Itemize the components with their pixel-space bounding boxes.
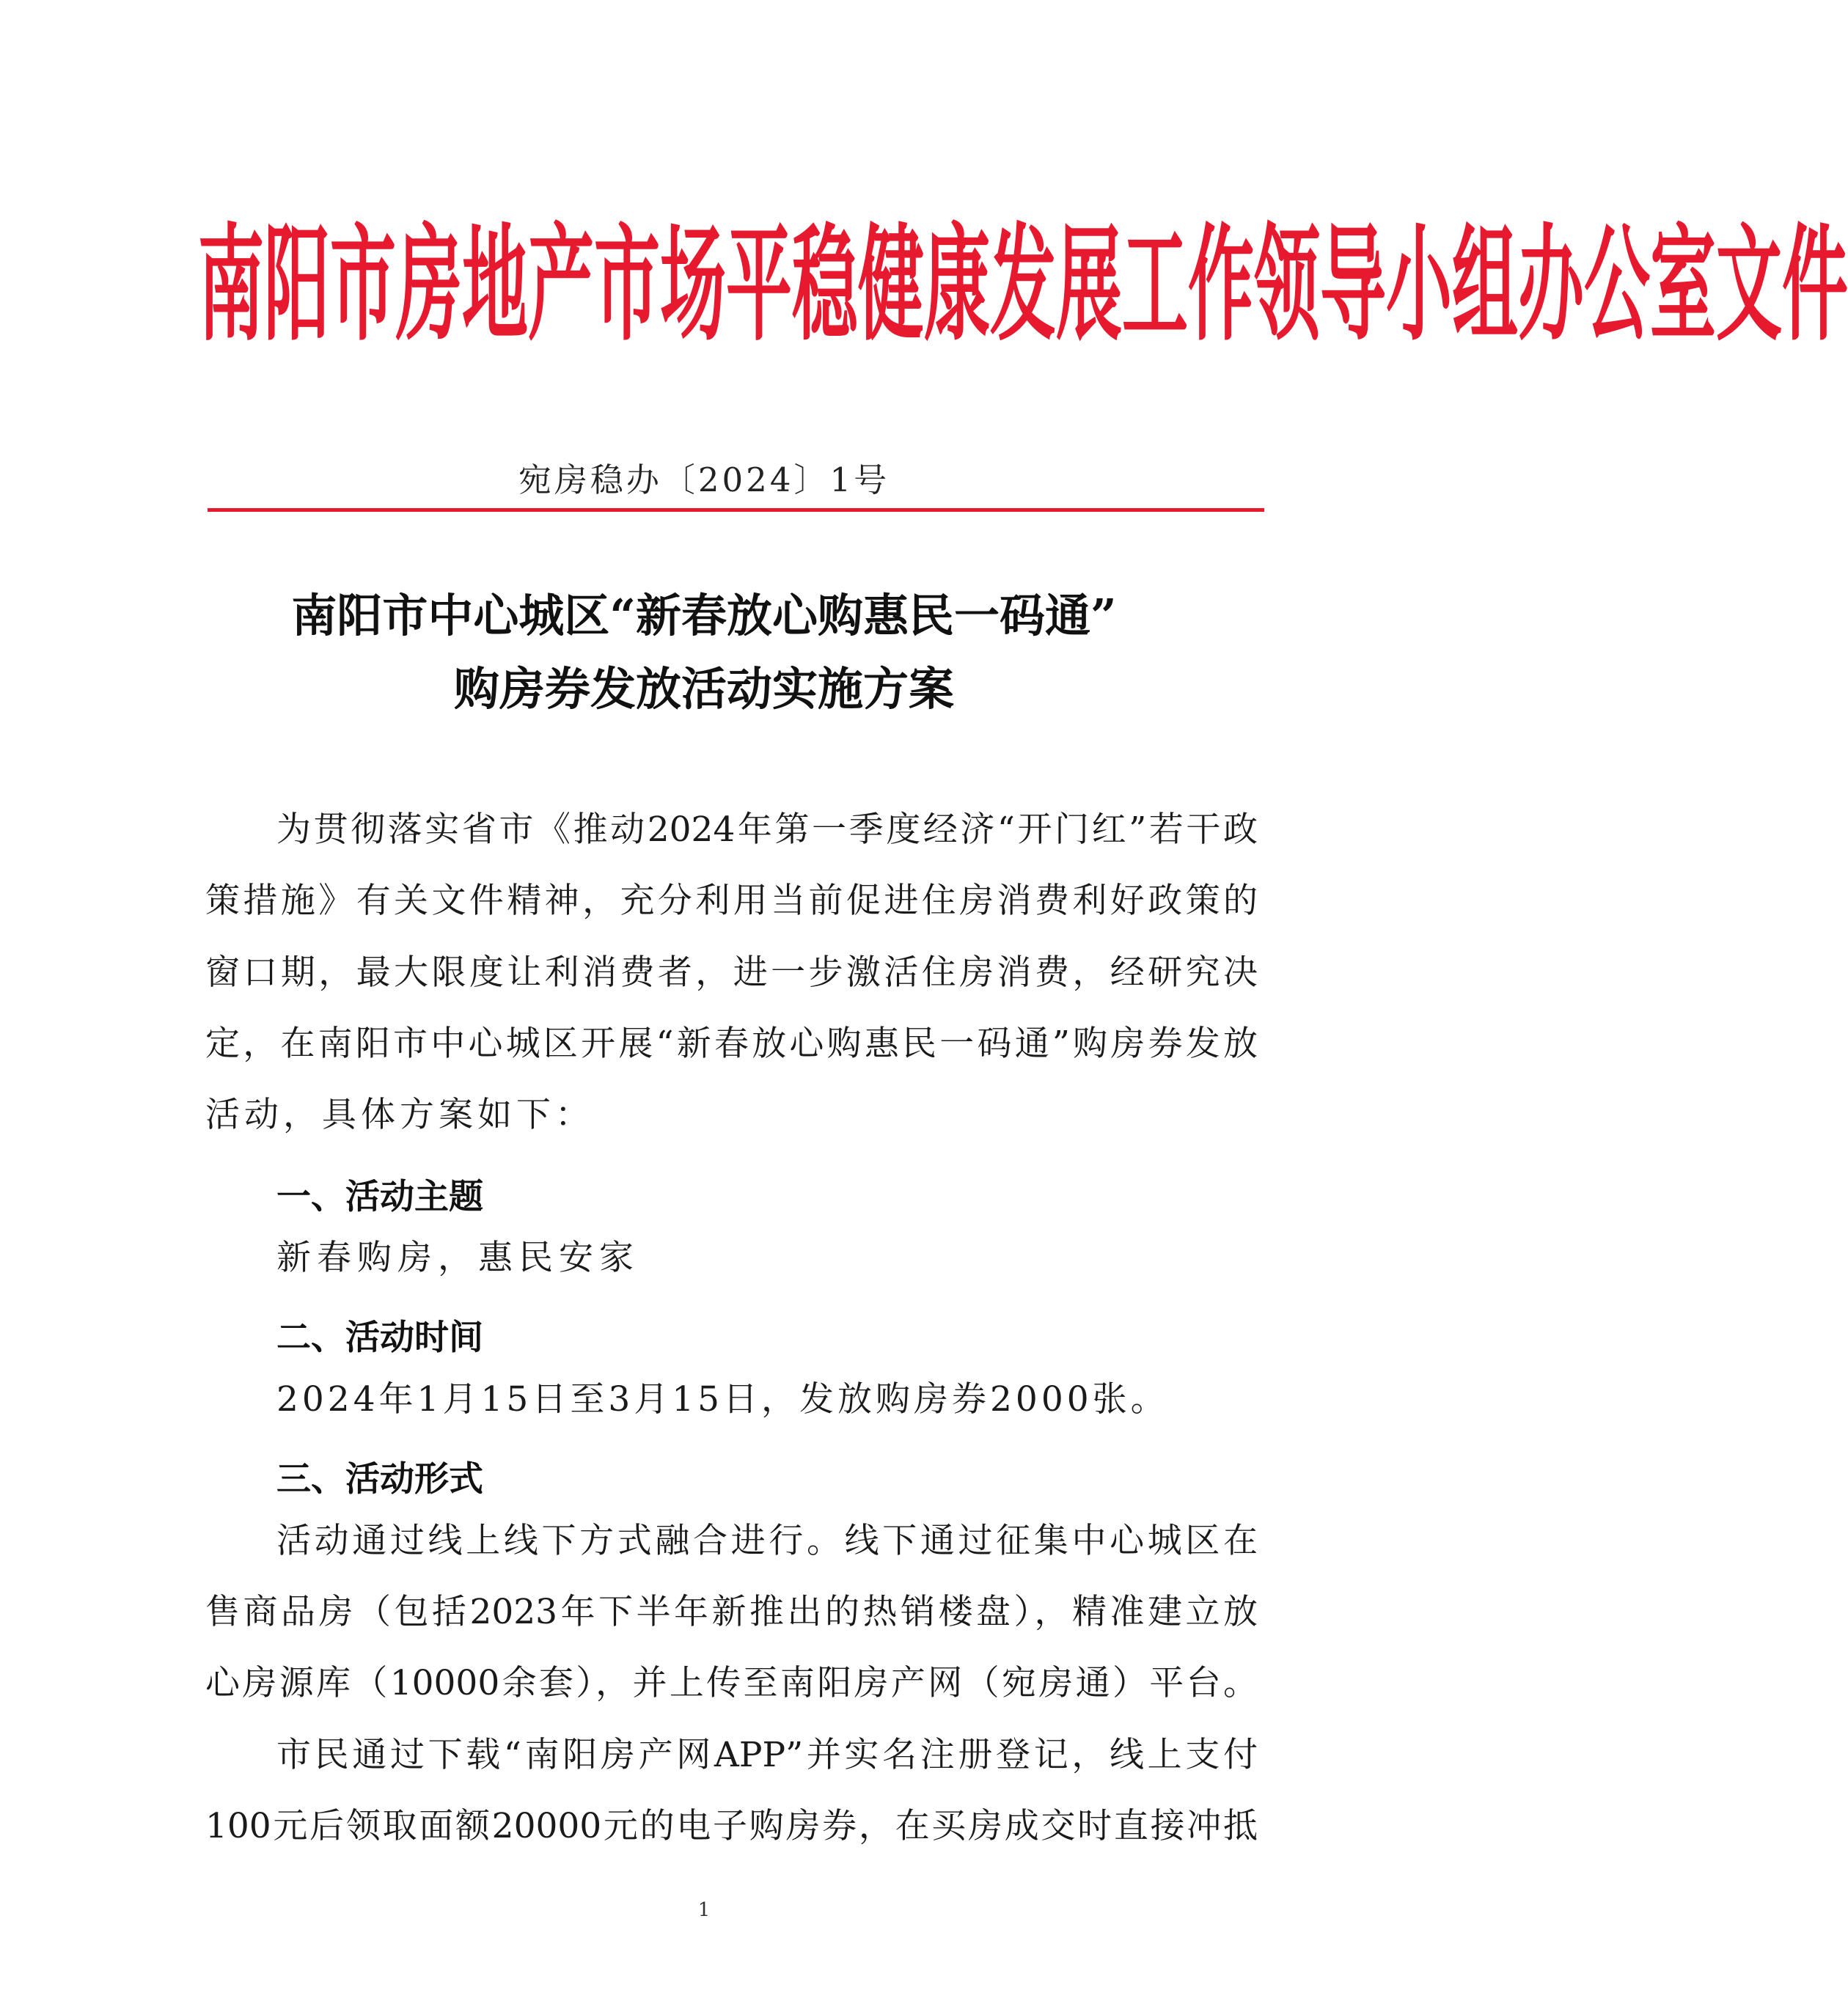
document-title-line-1: 南阳市中心城区“新春放心购惠民一码通”: [291, 589, 1117, 642]
section-form-line-3: 心房源库（10000余套），并上传至南阳房产网（宛房通）平台。: [205, 1663, 1258, 1703]
document-title-line-2: 购房券发放活动实施方案: [453, 662, 954, 716]
section-form-line-4: 市民通过下载“南阳房产网APP”并实名注册登记，线上支付: [276, 1735, 1258, 1775]
issuer-header: 南阳市房地产市场平稳健康发展工作领导小组办公室文件: [198, 212, 1848, 359]
section-heading-time: 二、活动时间: [276, 1318, 483, 1358]
section-form-line-1: 活动通过线上线下方式融合进行。线下通过征集中心城区在: [276, 1521, 1258, 1561]
intro-line-4: 定，在南阳市中心城区开展“新春放心购惠民一码通”购房券发放: [205, 1024, 1258, 1064]
section-heading-theme: 一、活动主题: [276, 1177, 483, 1217]
document-number: 宛房稳办〔2024〕1号: [518, 460, 890, 499]
section-form-line-5: 100元后领取面额20000元的电子购房券，在买房成交时直接冲抵: [205, 1806, 1258, 1846]
intro-line-1: 为贯彻落实省市《推动2024年第一季度经济“开门红”若干政: [276, 809, 1258, 850]
section-heading-form: 三、活动形式: [276, 1459, 483, 1499]
section-text-time: 2024年1月15日至3月15日，发放购房券2000张。: [276, 1379, 1169, 1420]
page-number: 1: [697, 1899, 711, 1921]
intro-line-5: 活动，具体方案如下：: [205, 1095, 594, 1135]
intro-line-2: 策措施》有关文件精神，充分利用当前促进住房消费利好政策的: [205, 881, 1258, 921]
intro-line-3: 窗口期，最大限度让利消费者，进一步激活住房消费，经研究决: [205, 952, 1258, 993]
section-form-line-2: 售商品房（包括2023年下半年新推出的热销楼盘），精准建立放: [205, 1592, 1258, 1632]
section-text-theme: 新春购房，惠民安家: [276, 1238, 639, 1278]
red-separator-line: [208, 508, 1264, 512]
